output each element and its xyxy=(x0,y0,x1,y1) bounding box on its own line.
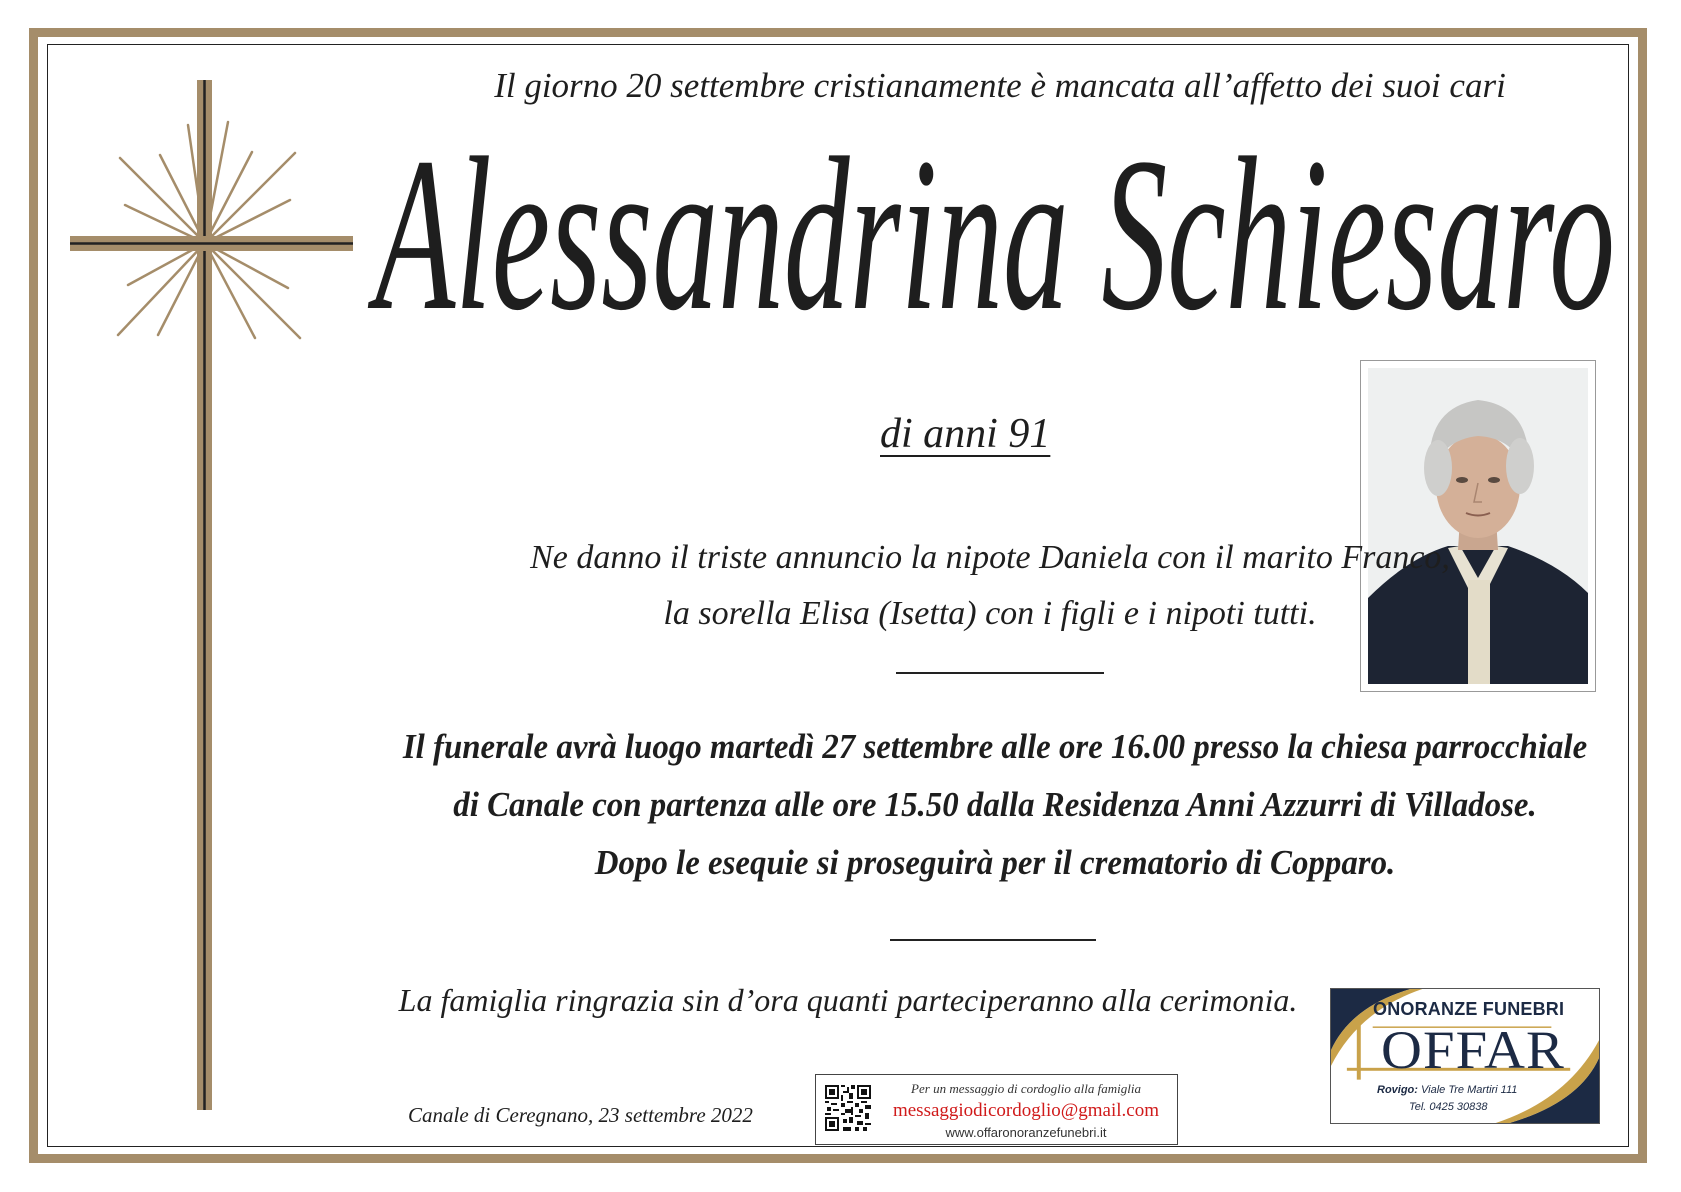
place-date: Canale di Ceregnano, 23 settembre 2022 xyxy=(408,1103,753,1127)
divider-2 xyxy=(890,939,1096,941)
deceased-photo xyxy=(1360,360,1596,692)
funeral-line-3: Dopo le esequie si proseguirà per il crematorio di Copparo. xyxy=(594,843,1396,882)
funeral-home-address xyxy=(1377,1084,1517,1096)
condolence-caption: Per un messaggio di cordoglio alla famiglia xyxy=(911,1081,1141,1096)
address-label: Rovigo: xyxy=(1377,1084,1418,1096)
divider-1 xyxy=(896,672,1104,674)
funeral-line-1: Il funerale avrà luogo martedì 27 settembre alle ore 16.00 presso la chiesa parrocchiale xyxy=(402,727,1588,766)
funeral-home-brand: OFFAR xyxy=(1381,1020,1565,1080)
mourners-line-1: Ne danno il triste annuncio la nipote Daniela con il marito Franco, xyxy=(530,539,1450,576)
cross-icon xyxy=(70,80,360,1110)
funeral-home-website[interactable]: www.offaronoranzefunebri.it xyxy=(945,1125,1107,1140)
funeral-home-phone: Tel. 0425 30838 xyxy=(1409,1101,1488,1113)
mourners-line-2: la sorella Elisa (Isetta) con i figli e i nipoti tutti. xyxy=(663,595,1317,632)
deceased-name xyxy=(367,112,1620,356)
age: di anni 91 xyxy=(880,411,1051,457)
address-text: Viale Tre Martiri 111 xyxy=(1421,1084,1518,1096)
funeral-home-heading: ONORANZE FUNEBRI xyxy=(1373,999,1565,1019)
funeral-details xyxy=(398,718,1592,892)
funeral-home-logo xyxy=(1330,988,1600,1124)
intro-text: Il giorno 20 settembre cristianamente è mancata all’affetto dei suoi cari xyxy=(494,66,1506,105)
mourners-announcement xyxy=(390,530,1590,642)
thanks-text: La famiglia ringrazia sin d’ora quanti parteciperanno alla cerimonia. xyxy=(398,982,1298,1018)
condolence-email[interactable]: messaggiodicordoglio@gmail.com xyxy=(892,1100,1160,1121)
funeral-line-2: di Canale con partenza alle ore 15.50 dalla Residenza Anni Azzurri di Villadose. xyxy=(453,785,1537,824)
deceased-name-text: Alessandrina Schiesaro xyxy=(367,112,1615,356)
qr-code-icon[interactable] xyxy=(825,1085,871,1131)
condolence-box xyxy=(815,1074,1178,1145)
